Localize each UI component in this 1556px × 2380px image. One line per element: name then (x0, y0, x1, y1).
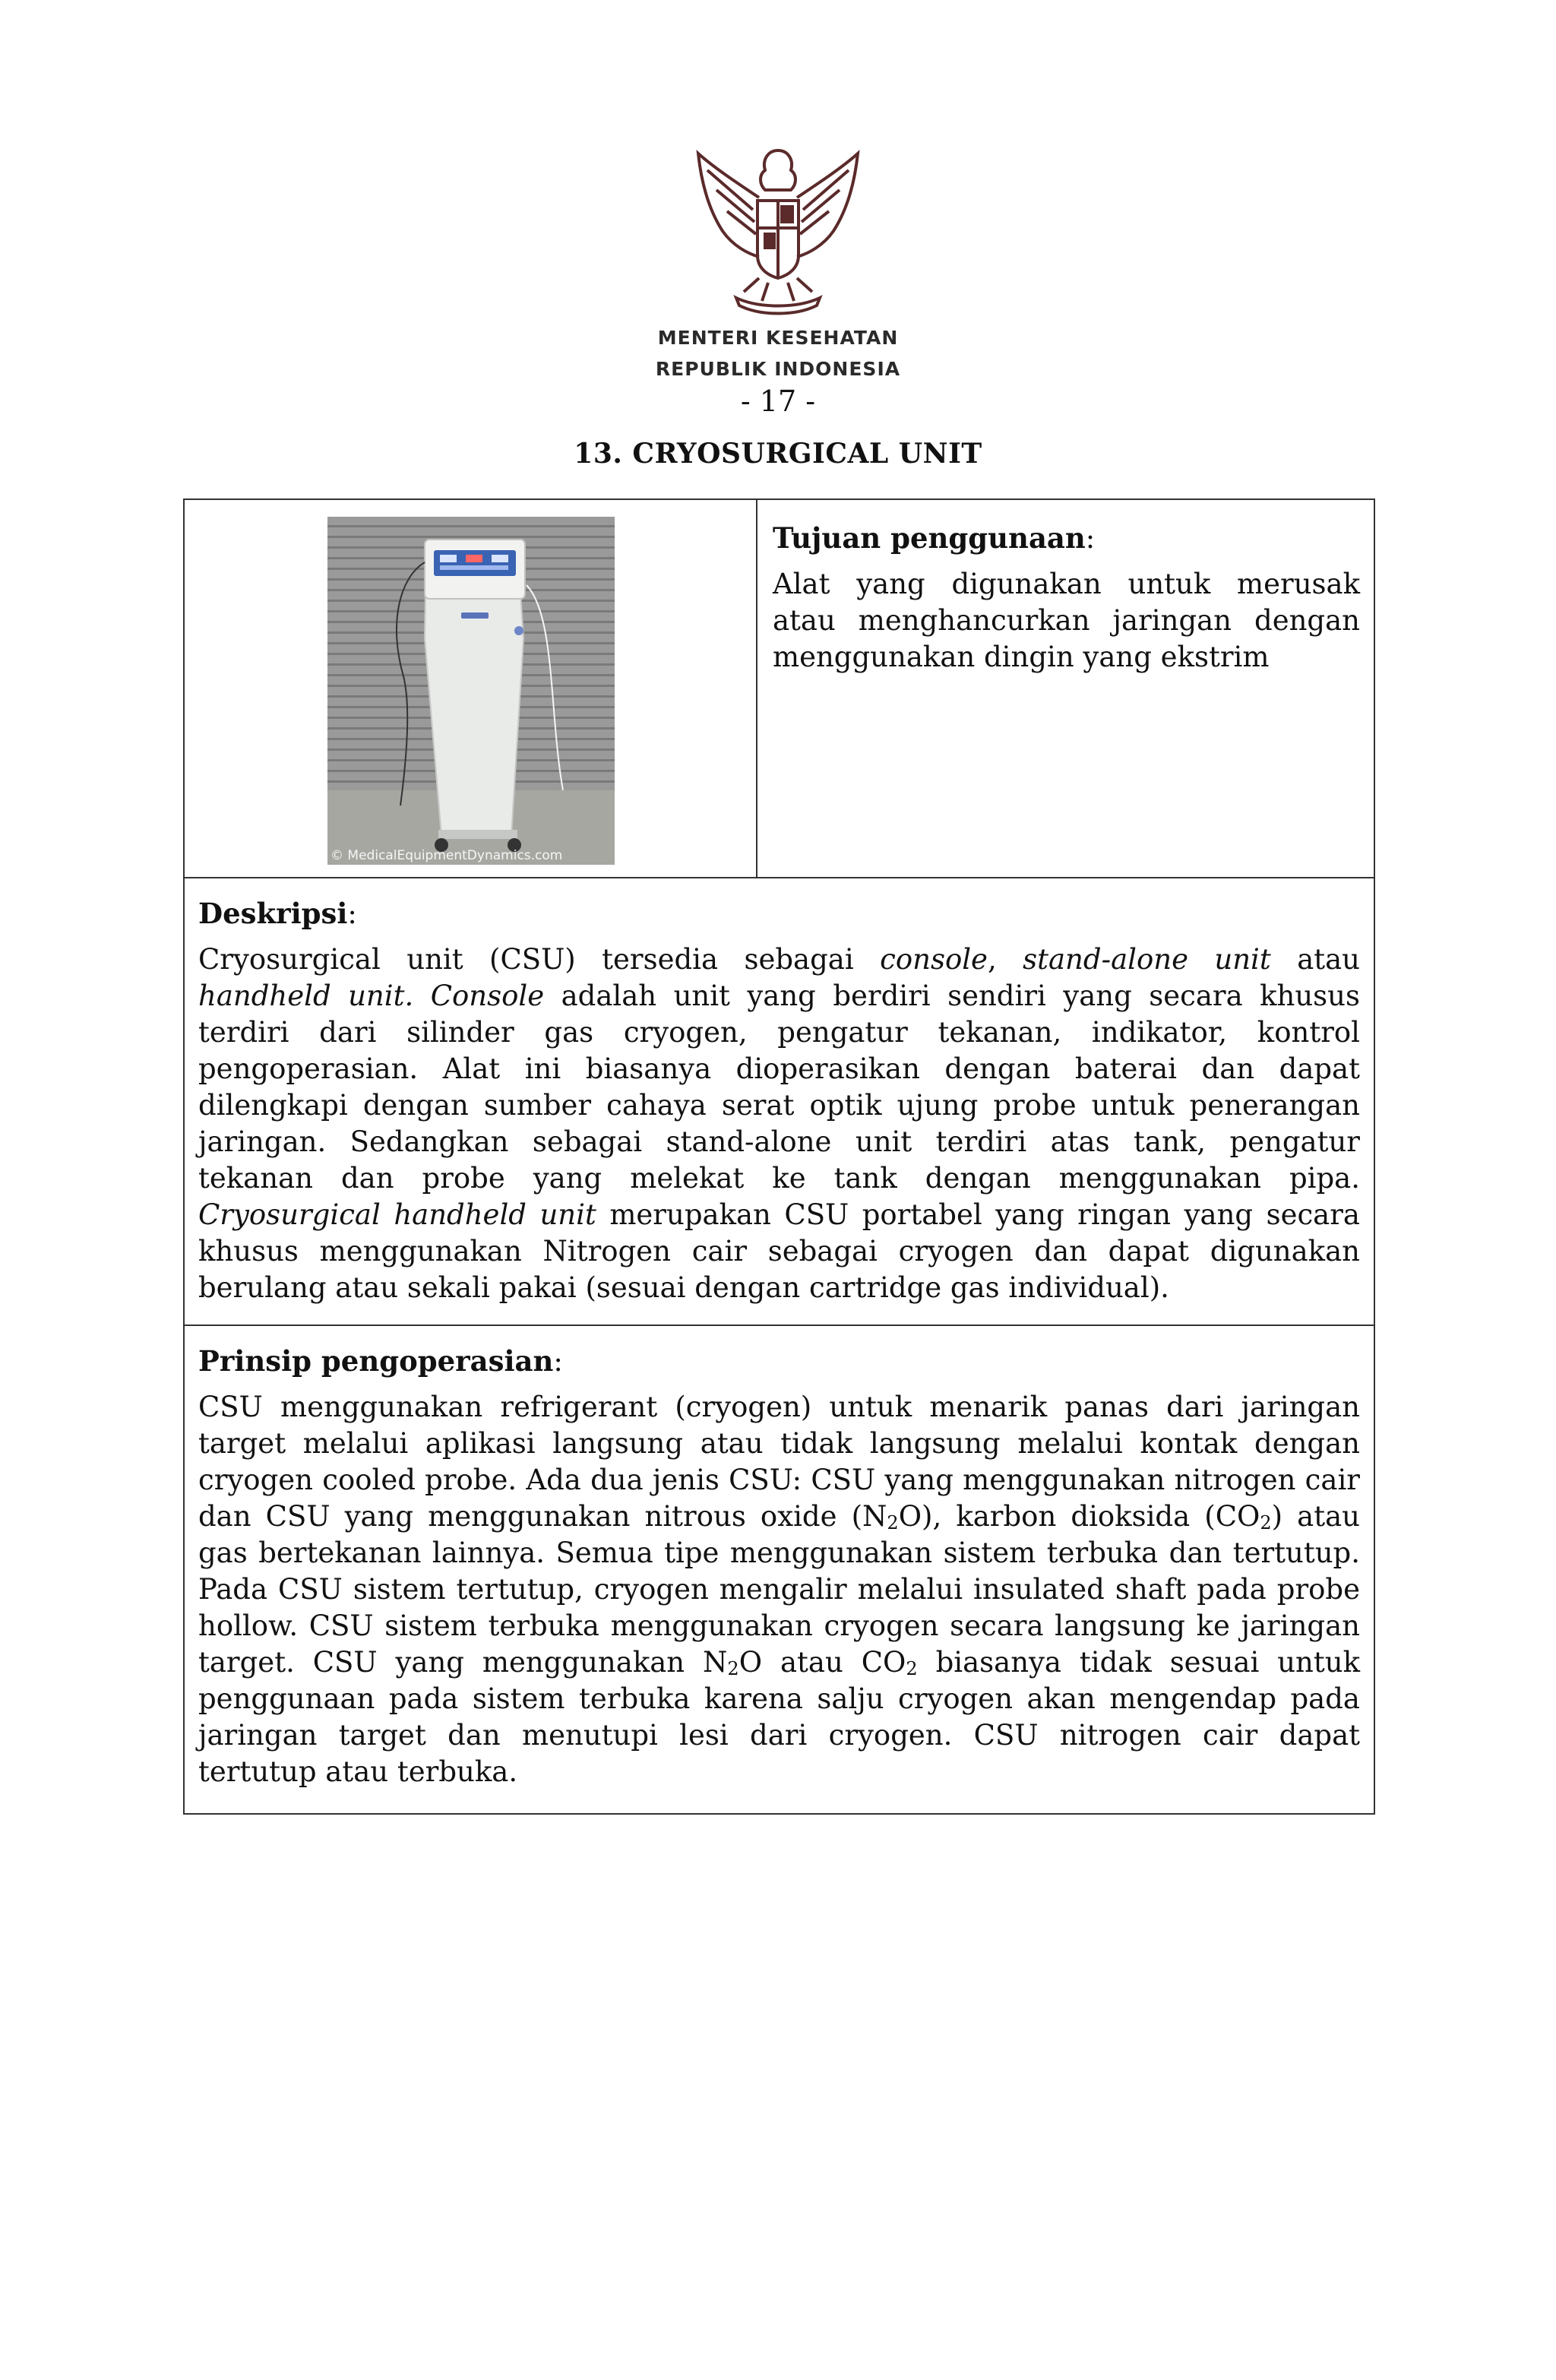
device-illustration-icon (327, 517, 615, 865)
purpose-label: Tujuan penggunaan (773, 521, 1086, 555)
desc-italic-console-2: Console (430, 980, 545, 1012)
ministry-line-2: REPUBLIK INDONESIA (655, 358, 901, 380)
ministry-line-1: MENTERI KESEHATAN (657, 327, 899, 349)
page-number: - 17 - (740, 385, 816, 418)
photo-cell (184, 499, 757, 878)
desc-seg-2: , (987, 943, 1023, 976)
spec-table (183, 498, 1375, 1815)
desc-italic-handheld: handheld unit. (198, 980, 414, 1012)
document-title: 13. CRYOSURGICAL UNIT (574, 438, 982, 470)
principle-label: Prinsip pengoperasian (198, 1344, 554, 1378)
purpose-heading (773, 518, 1360, 559)
prin-sub-4: 2 (906, 1658, 918, 1679)
prin-sub-3: 2 (727, 1658, 739, 1679)
desc-italic-standalone: stand-alone unit (1023, 943, 1271, 976)
prin-seg-3: ) atau gas bertekanan lainnya. Semua tipe menggunakan sistem terbuka dan tertutup. Pada CSU sistem tertutup, cryogen mengalir melalui insulated shaft pada probe hollow. CSU sistem terbuka menggunakan cryogen secara langsung ke jaringan target. CSU yang menggunakan N (198, 1500, 1360, 1679)
photo-watermark: © MedicalEquipmentDynamics.com (330, 848, 563, 863)
garuda-emblem-icon (683, 137, 873, 319)
prin-seg-1: CSU menggunakan refrigerant (cryogen) untuk menarik panas dari jaringan target melalui aplikasi langsung atau tidak langsung melalui kontak dengan cryogen cooled probe. Ada dua jenis CSU: CSU yang menggunakan nitrogen cair dan CSU yang menggunakan nitrous oxide (N (198, 1391, 1360, 1533)
letterhead (0, 137, 1556, 470)
prin-sub-1: 2 (887, 1512, 899, 1533)
prin-seg-5: biasanya tidak sesuai untuk penggunaan pada sistem terbuka karena salju cryogen akan mengendap pada jaringan target dan menutupi lesi dari cryogen. CSU nitrogen cair dapat tertutup atau terbuka. (198, 1646, 1360, 1788)
desc-italic-cryosurgical-handheld: Cryosurgical handheld unit (198, 1198, 596, 1231)
desc-seg-6: merupakan CSU portabel yang ringan yang secara khusus menggunakan Nitrogen cair sebagai cryogen dan dapat digunakan berulang atau sekali pakai (sesuai dengan cartridge gas individual). (198, 1198, 1360, 1304)
prin-seg-2: O), karbon dioksida (CO (898, 1500, 1260, 1533)
purpose-colon: : (1085, 522, 1096, 555)
purpose-text: Alat yang digunakan untuk merusak atau menghancurkan jaringan dengan menggunakan dingin yang ekstrim (773, 568, 1360, 673)
desc-seg-1: Cryosurgical unit (CSU) tersedia sebagai (198, 943, 881, 976)
description-label: Deskripsi (198, 897, 348, 930)
desc-seg-4 (413, 980, 430, 1012)
prin-seg-4: O atau CO (738, 1646, 906, 1679)
description-heading (198, 894, 1360, 934)
desc-seg-5: adalah unit yang berdiri sendiri yang secara khusus terdiri dari silinder gas cryogen, pengatur tekanan, indikator, kontrol pengoperasian. Alat ini biasanya dioperasikan dengan baterai dan dapat dilengkapi dengan sumber cahaya serat optik ujung probe untuk penerangan jaringan. Sedangkan sebagai stand-alone unit terdiri atas tank, pengatur tekanan dan probe yang melekat ke tank dengan menggunakan pipa. (198, 980, 1360, 1195)
purpose-cell (757, 499, 1374, 878)
cryosurgical-unit-photo (327, 517, 615, 865)
principle-heading (198, 1341, 1360, 1381)
principle-text (198, 1389, 1360, 1790)
description-cell (184, 878, 1374, 1325)
desc-italic-console: console (880, 943, 988, 976)
description-text (198, 942, 1360, 1306)
principle-colon: : (553, 1345, 563, 1378)
description-colon: : (347, 897, 357, 930)
principle-cell (184, 1325, 1374, 1814)
prin-sub-2: 2 (1260, 1512, 1272, 1533)
desc-seg-3: atau (1270, 943, 1361, 976)
